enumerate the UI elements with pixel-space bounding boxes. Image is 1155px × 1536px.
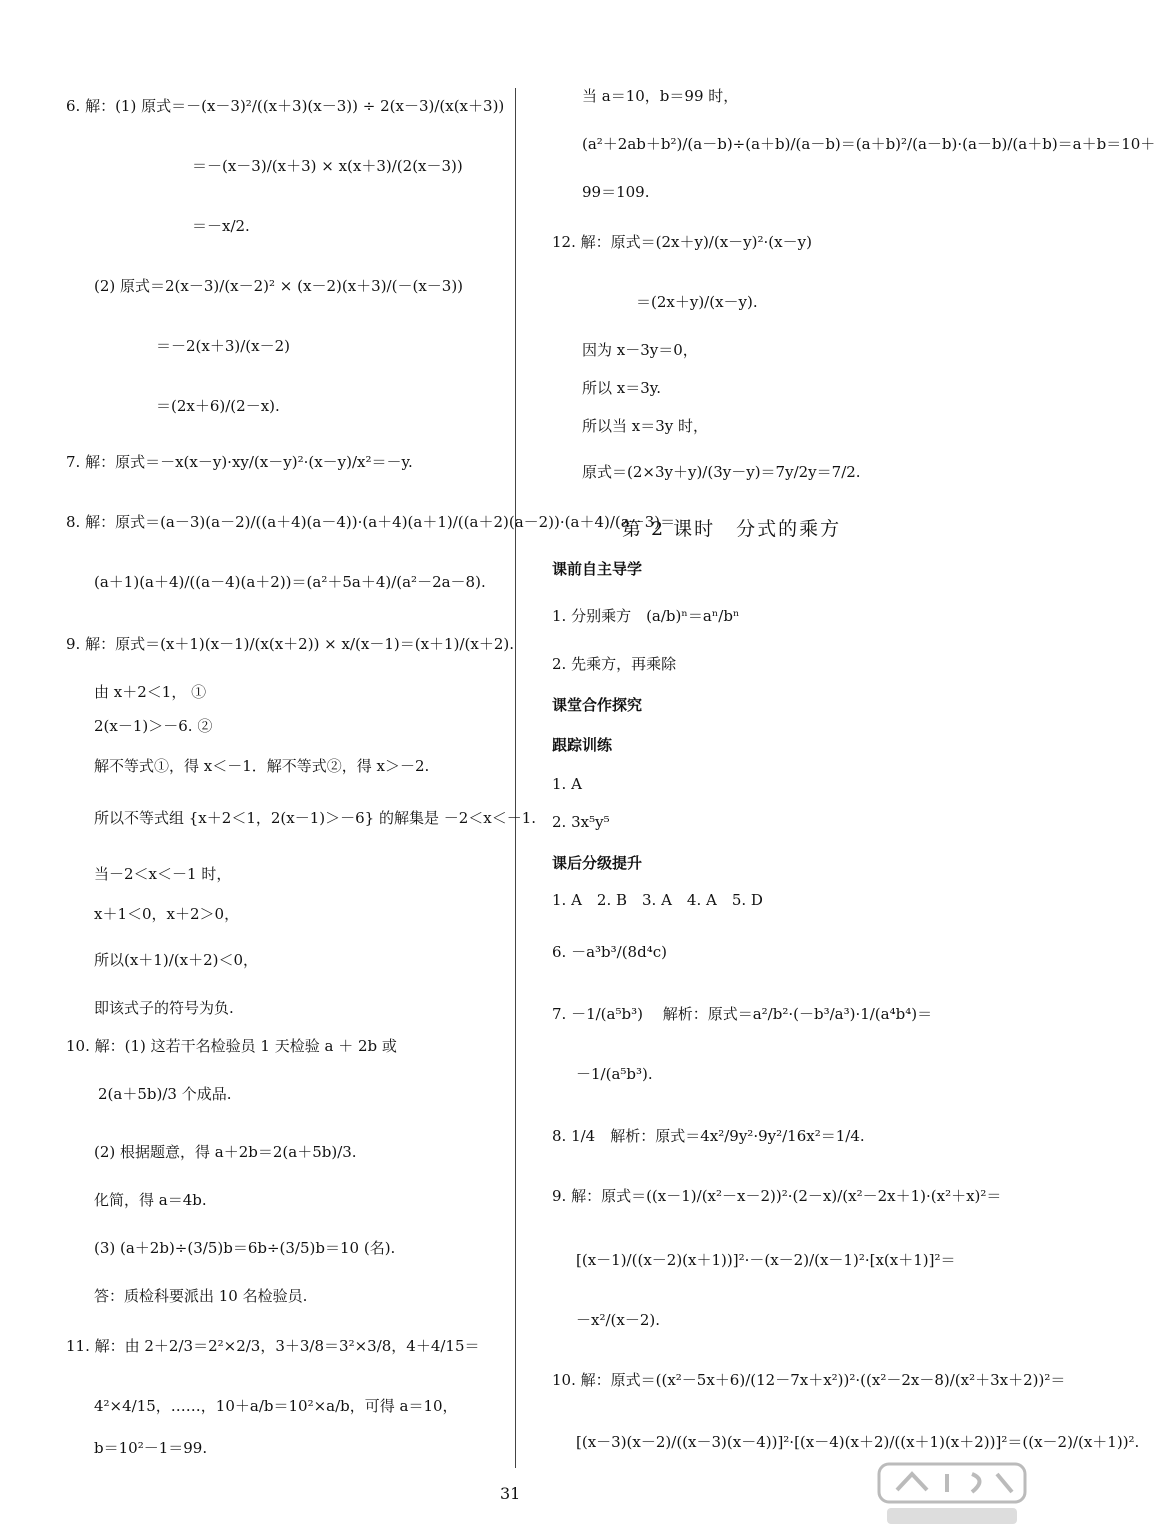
subsection-title: 课前自主导学 <box>552 560 643 578</box>
watermark-logo-icon <box>877 1460 1027 1530</box>
left-line: 化简，得 a＝4b. <box>94 1191 207 1209</box>
right-line: (a²＋2ab＋b²)/(a－b)÷(a＋b)/(a－b)＝(a＋b)²/(a－b)·(a－b)/(a＋b)＝a＋b＝10＋ <box>582 135 1155 153</box>
left-line: 由 x＋2＜1， ① <box>94 683 207 701</box>
right-line: 因为 x－3y＝0， <box>582 341 698 359</box>
left-line: 2(a＋5b)/3 个成品. <box>98 1085 232 1103</box>
right-line: 当 a＝10，b＝99 时， <box>582 87 739 105</box>
right-line: 所以当 x＝3y 时， <box>582 417 709 435</box>
right-line: 1. A 2. B 3. A 4. A 5. D <box>552 891 763 909</box>
left-line: 答：质检科要派出 10 名检验员. <box>94 1287 308 1305</box>
left-line: ＝(2x＋6)/(2－x). <box>156 397 280 415</box>
left-line: (a＋1)(a＋4)/((a－4)(a＋2))＝(a²＋5a＋4)/(a²－2a－8). <box>94 573 486 591</box>
right-line: －1/(a⁵b³). <box>576 1065 653 1083</box>
left-line: x＋1＜0，x＋2＞0， <box>94 905 240 923</box>
section-heading: 第 2 课时 分式的乘方 <box>622 518 842 540</box>
left-line: ＝－(x－3)/(x＋3) × x(x＋3)/(2(x－3)) <box>192 157 463 175</box>
right-line: 7. －1/(a⁵b³) 解析：原式＝a²/b²·(－b³/a³)·1/(a⁴b⁴)＝ <box>552 1005 933 1023</box>
left-line: 当－2＜x＜－1 时， <box>94 865 232 883</box>
left-line: (2) 根据题意，得 a＋2b＝2(a＋5b)/3. <box>94 1143 357 1161</box>
subsection-title: 跟踪训练 <box>552 736 613 754</box>
left-line: 7. 解：原式＝－x(x－y)·xy/(x－y)²·(x－y)/x²＝－y. <box>66 453 413 471</box>
left-line: 11. 解：由 2＋2/3＝2²×2/3，3＋3/8＝3²×3/8，4＋4/15＝ <box>66 1337 480 1355</box>
right-line: －x²/(x－2). <box>576 1311 661 1329</box>
column-divider <box>515 88 516 1468</box>
right-line: 2. 先乘方，再乘除 <box>552 655 677 673</box>
left-line: 10. 解：(1) 这若干名检验员 1 天检验 a ＋ 2b 或 <box>66 1037 397 1055</box>
right-line: 所以 x＝3y. <box>582 379 662 397</box>
subsection-title: 课后分级提升 <box>552 854 643 872</box>
left-line: 即该式子的符号为负. <box>94 999 234 1017</box>
left-line: (2) 原式＝2(x－3)/(x－2)² × (x－2)(x＋3)/(－(x－3)) <box>94 277 464 295</box>
left-line: 所以(x＋1)/(x＋2)＜0， <box>94 951 259 969</box>
left-line: 所以不等式组 {x＋2＜1，2(x－1)＞－6} 的解集是 －2＜x＜－1. <box>94 809 537 827</box>
left-line: 2(x－1)＞－6. ② <box>94 717 213 735</box>
subsection-title: 课堂合作探究 <box>552 696 643 714</box>
left-line: 4²×4/15，……，10＋a/b＝10²×a/b，可得 a＝10， <box>94 1397 458 1415</box>
right-line: 12. 解：原式＝(2x＋y)/(x－y)²·(x－y) <box>552 233 812 251</box>
right-line: 99＝109. <box>582 183 650 201</box>
right-line: 原式＝(2×3y＋y)/(3y－y)＝7y/2y＝7/2. <box>582 463 861 481</box>
left-line: 6. 解：(1) 原式＝－(x－3)²/((x＋3)(x－3)) ÷ 2(x－3)/(x(x＋3)) <box>66 97 505 115</box>
left-line: (3) (a＋2b)÷(3/5)b＝6b÷(3/5)b＝10 (名). <box>94 1239 396 1257</box>
right-line: [(x－3)(x－2)/((x－3)(x－4))]²·[(x－4)(x＋2)/((x＋1)(x＋2))]²＝((x－2)/(x＋1))². <box>576 1433 1140 1451</box>
right-line: 1. 分别乘方 (a/b)ⁿ＝aⁿ/bⁿ <box>552 607 740 625</box>
left-line: 8. 解：原式＝(a－3)(a－2)/((a＋4)(a－4))·(a＋4)(a＋1)/((a＋2)(a－2))·(a＋4)/(a－3)＝ <box>66 513 676 531</box>
right-line: 2. 3x⁵y⁵ <box>552 813 610 831</box>
right-line: 1. A <box>552 775 582 793</box>
page-number: 31 <box>500 1484 521 1503</box>
left-line: ＝－x/2. <box>192 217 250 235</box>
left-line: ＝－2(x＋3)/(x－2) <box>156 337 291 355</box>
right-line: 6. －a³b³/(8d⁴c) <box>552 943 667 961</box>
left-line: 解不等式①，得 x＜－1．解不等式②，得 x＞－2. <box>94 757 430 775</box>
left-line: 9. 解：原式＝(x＋1)(x－1)/(x(x＋2)) × x/(x－1)＝(x＋1)/(x＋2). <box>66 635 514 653</box>
left-line: b＝10²－1＝99. <box>94 1439 208 1457</box>
right-line: ＝(2x＋y)/(x－y). <box>636 293 758 311</box>
right-line: [(x－1)/((x－2)(x＋1))]²·－(x－2)/(x－1)²·[x(x＋1)]²＝ <box>576 1251 956 1269</box>
right-line: 9. 解：原式＝((x－1)/(x²－x－2))²·(2－x)/(x²－2x＋1)·(x²＋x)²＝ <box>552 1187 1002 1205</box>
right-line: 10. 解：原式＝((x²－5x＋6)/(12－7x＋x²))²·((x²－2x－8)/(x²＋3x＋2))²＝ <box>552 1371 1066 1389</box>
right-line: 8. 1/4 解析：原式＝4x²/9y²·9y²/16x²＝1/4. <box>552 1127 865 1145</box>
